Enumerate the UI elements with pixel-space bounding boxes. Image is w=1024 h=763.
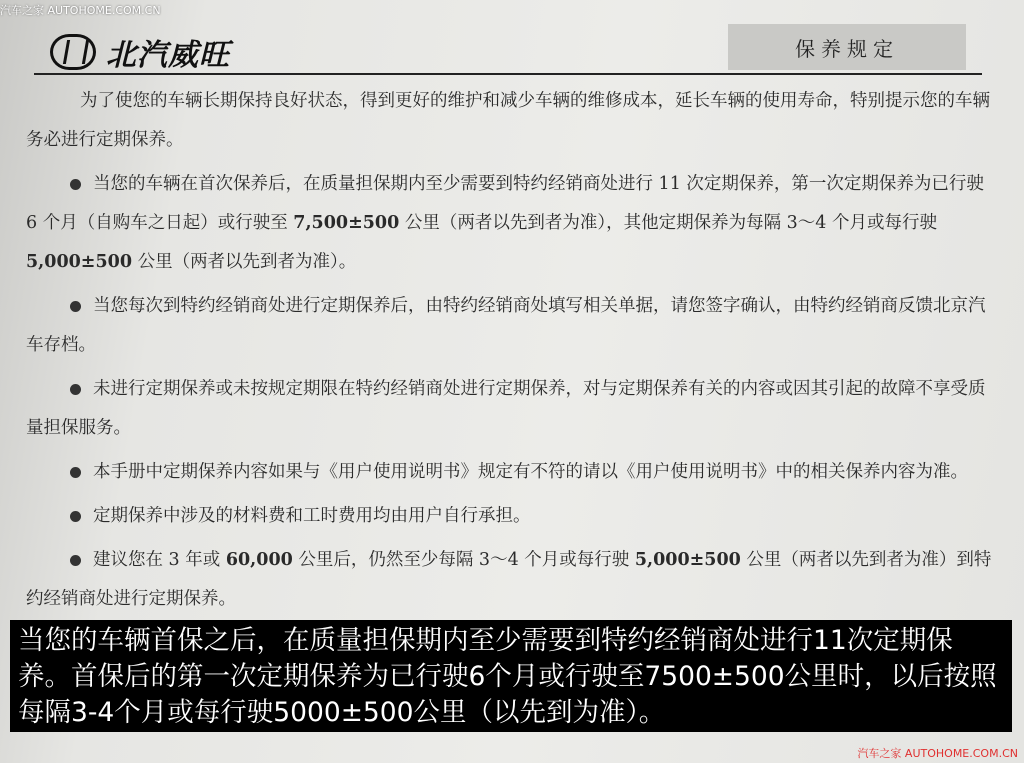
bullet-item-1 [26,165,996,282]
bullet-dot-icon [70,179,81,190]
bullet-dot-icon [70,555,81,566]
watermark-top: 汽车之家 AUTOHOME.COM.CN [0,4,161,17]
bullet-text: 建议您在 3 年或 [93,550,226,570]
bullet-item-5 [26,497,996,536]
bullet-text: 公里（两者以先到者为准）到特约经销商处进行定期保养。 [26,550,992,609]
bullet-item-3 [26,370,996,448]
watermark-bottom: 汽车之家 AUTOHOME.COM.CN [857,747,1018,760]
bullet-dot-icon [70,301,81,312]
bullet-item-6 [26,541,996,619]
body-text [26,82,996,624]
bold-value: 7,500±500 [293,213,400,233]
bold-value: 5,000±500 [26,252,132,272]
bold-value: 5,000±500 [634,550,741,570]
header-rule [34,73,982,75]
bullet-item-2 [26,287,996,365]
brand-logo [50,30,230,74]
baic-emblem-icon [50,34,96,70]
bullet-text: 当您的车辆在首次保养后，在质量担保期内至少需要到特约经销商处进行 11 次定期保养，第一次定期保养为已行驶 6 个月（自购车之日起）或行驶至 [26,174,984,233]
bullet-text: 公里后，仍然至少每隔 3～4 个月或每行驶 [292,550,635,570]
bold-value: 60,000 [225,550,293,570]
intro-paragraph: 为了使您的车辆长期保持良好状态，得到更好的维护和减少车辆的维修成本，延长车辆的使用寿命，特别提示您的车辆务必进行定期保养。 [26,91,990,150]
bullet-dot-icon [70,384,81,395]
bullet-text: 当您每次到特约经销商处进行定期保养后，由特约经销商处填写相关单据，请您签字确认，由特约经销商反馈北京汽车存档。 [26,296,986,355]
bullet-text: 未进行定期保养或未按规定期限在特约经销商处进行定期保养，对与定期保养有关的内容或因其引起的故障不享受质量担保服务。 [26,379,986,438]
bullet-text: 定期保养中涉及的材料费和工时费用均由用户自行承担。 [93,506,531,526]
bullet-text: 公里（两者以先到者为准），其他定期保养为每隔 3～4 个月或每行驶 [399,213,937,233]
bullet-dot-icon [70,467,81,478]
section-title: 保养规定 [728,24,966,70]
bullet-text: 公里（两者以先到者为准）。 [132,252,357,272]
bullet-text: 本手册中定期保养内容如果与《用户使用说明书》规定有不符的请以《用户使用说明书》中的相关保养内容为准。 [93,462,968,482]
caption-overlay: 当您的车辆首保之后，在质量担保期内至少需要到特约经销商处进行11次定期保养。首保后的第一次定期保养为已行驶6个月或行驶至7500±500公里时，以后按照每隔3-4个月或每行驶5000±500公里（以先到为准）。 [10,620,1012,732]
bullet-item-4 [26,453,996,492]
bullet-dot-icon [70,511,81,522]
brand-name: 北汽威旺 [106,38,230,73]
